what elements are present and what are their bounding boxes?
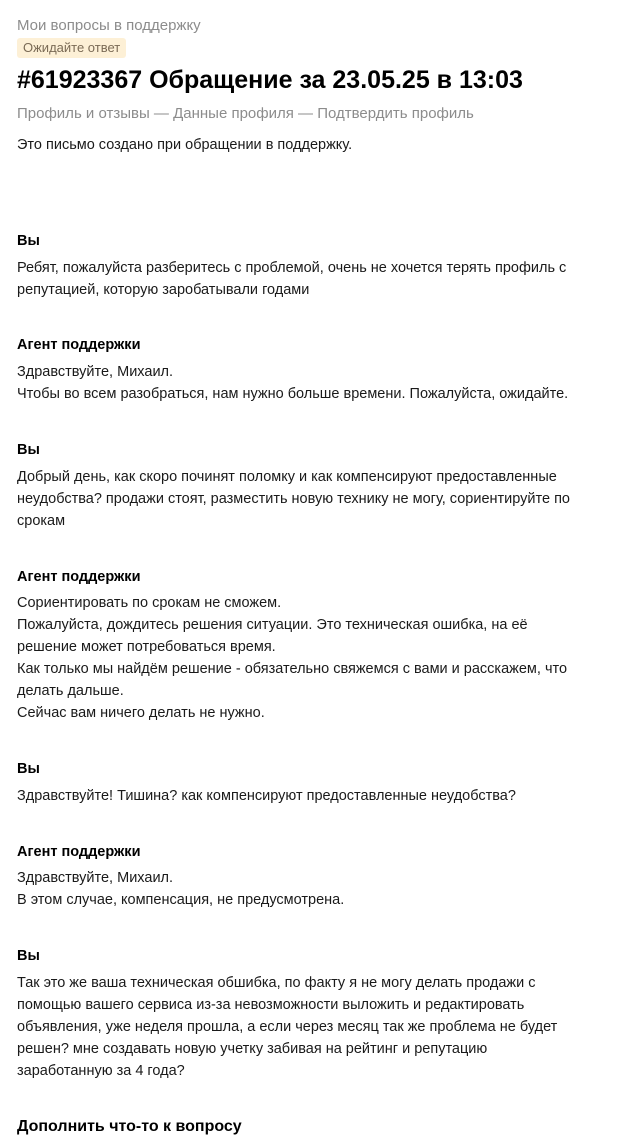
message-line: Здравствуйте! Тишина? как компенсируют предоставленные неудобства? bbox=[17, 788, 516, 804]
message-line: В этом случае, компенсация, не предусмотрена. bbox=[17, 892, 345, 908]
message-line: Как только мы найдём решение - обязательно свяжемся с вами и расскажем, что bbox=[17, 661, 568, 677]
message-line: Сориентировать по срокам не сможем. bbox=[17, 595, 282, 611]
message-line: срокам bbox=[17, 513, 66, 529]
message-line: Чтобы во всем разобраться, нам нужно больше времени. Пожалуйста, ожидайте. bbox=[17, 386, 569, 402]
message-author: Агент поддержки bbox=[17, 844, 141, 860]
message-line: Здравствуйте, Михаил. bbox=[17, 364, 174, 380]
message-author: Вы bbox=[17, 761, 40, 777]
message-text bbox=[17, 361, 612, 405]
message-line: решение может потребоваться время. bbox=[17, 639, 276, 655]
breadcrumb-my-support-questions[interactable]: Мои вопросы в поддержку bbox=[17, 17, 201, 34]
message-line: помощью вашего сервиса из-за невозможности выложить и редактировать bbox=[17, 997, 525, 1013]
message-text bbox=[17, 972, 612, 1082]
intro-text: Это письмо создано при обращении в поддержку. bbox=[17, 137, 353, 153]
message-text bbox=[17, 592, 612, 724]
message-line: Добрый день, как скоро починят поломку и как компенсируют предоставленные bbox=[17, 469, 557, 485]
topic-path: Профиль и отзывы — Данные профиля — Подтвердить профиль bbox=[17, 105, 474, 122]
message-author: Вы bbox=[17, 948, 40, 964]
message-author: Вы bbox=[17, 442, 40, 458]
message-line: Здравствуйте, Михаил. bbox=[17, 870, 174, 886]
message-line: решен? мне создавать новую учетку забивая на рейтинг и репутацию bbox=[17, 1041, 488, 1057]
message-line: Ребят, пожалуйста разберитесь с проблемой, очень не хочется терять профиль с bbox=[17, 260, 567, 276]
page-title: #61923367 Обращение за 23.05.25 в 13:03 bbox=[17, 66, 523, 94]
message-line: делать дальше. bbox=[17, 683, 124, 699]
message-line: Сейчас вам ничего делать не нужно. bbox=[17, 705, 265, 721]
message-author: Агент поддержки bbox=[17, 337, 141, 353]
message-author: Вы bbox=[17, 233, 40, 249]
message-text bbox=[17, 867, 612, 911]
message-line: объявления, уже неделя прошла, а если через месяц так же проблема не будет bbox=[17, 1019, 558, 1035]
message-line: Пожалуйста, дождитесь решения ситуации. Это техническая ошибка, на её bbox=[17, 617, 528, 633]
message-text bbox=[17, 257, 612, 301]
status-badge: Ожидайте ответ bbox=[17, 38, 126, 58]
message-line: неудобства? продажи стоят, разместить новую технику не могу, сориентируйте по bbox=[17, 491, 570, 507]
add-to-question-link[interactable]: Дополнить что-то к вопросу bbox=[17, 1118, 242, 1135]
message-line: репутацией, которую заробатывали годами bbox=[17, 282, 310, 298]
message-text bbox=[17, 785, 612, 807]
message-line: Так это же ваша техническая обшибка, по факту я не могу делать продажи с bbox=[17, 975, 536, 991]
message-line: заработанную за 4 года? bbox=[17, 1063, 185, 1079]
message-author: Агент поддержки bbox=[17, 569, 141, 585]
message-text bbox=[17, 466, 612, 532]
